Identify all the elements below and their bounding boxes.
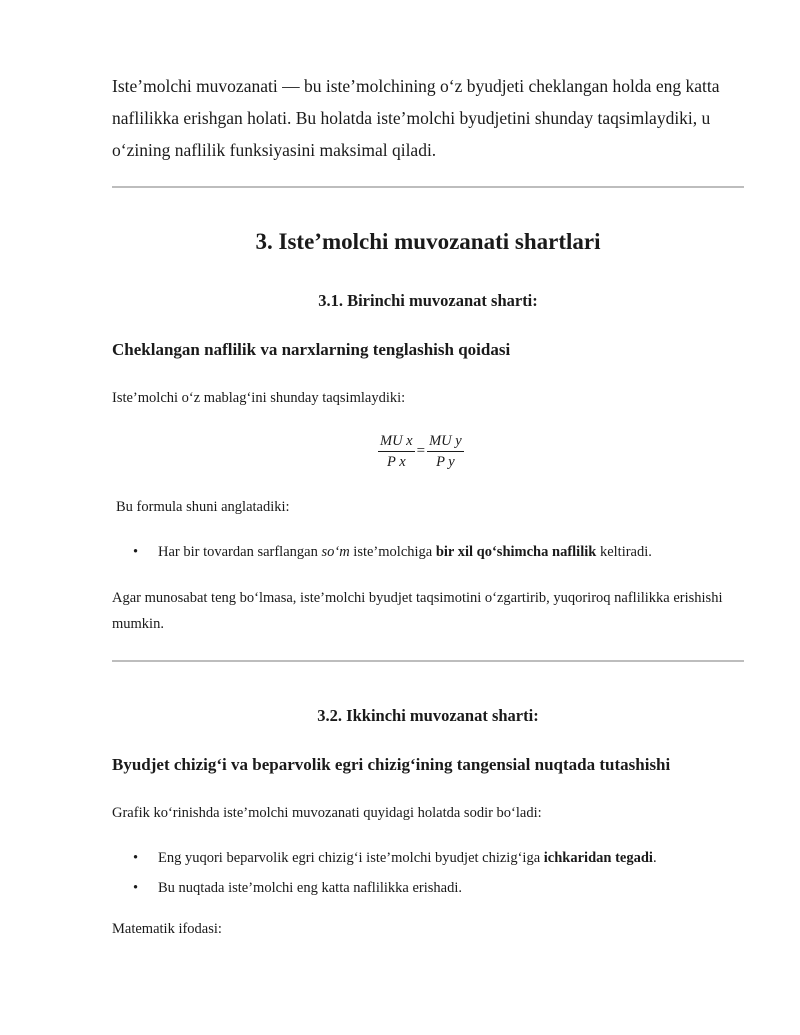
bullet-icon: •	[133, 850, 139, 866]
section-heading: 3. Iste’molchi muvozanati shartlari	[255, 229, 601, 254]
formula-equals-sign: =	[416, 443, 426, 459]
condition-2-rule-title: Byudjet chizig‘i va beparvolik egri chizig‘ining tangensial nuqtada tutashishi	[112, 755, 671, 774]
condition-1-bullet-list	[112, 537, 652, 567]
bullet-text: .	[652, 850, 657, 866]
condition-1-rule-title: Cheklangan naflilik va narxlarning tenglashish qoidasi	[112, 340, 511, 359]
list-item	[112, 537, 652, 567]
formula-right-numerator: MU y	[427, 432, 464, 452]
equilibrium-formula	[378, 432, 464, 471]
bullet-text: Eng yuqori beparvolik egri chizig‘i iste’molchi byudjet chizig‘iga	[158, 850, 544, 866]
condition-1-heading: 3.1. Birinchi muvozanat sharti:	[318, 291, 538, 310]
formula-left-numerator: MU x	[378, 432, 415, 452]
condition-1-note: Agar munosabat teng bo‘lmasa, iste’molchi byudjet taqsimotini o‘zgartirib, yuqoriroq naflilikka erishishi mumkin.	[112, 590, 723, 632]
formula-explanation: Bu formula shuni anglatadiki:	[116, 499, 290, 515]
horizontal-divider	[112, 660, 744, 662]
formula-left-fraction	[378, 432, 415, 471]
list-item	[112, 843, 657, 873]
intro-paragraph: Iste’molchi muvozanati — bu iste’molchining o‘z byudjeti cheklangan holda eng katta naflilikka erishgan holati. Bu holatda iste’molchi byudjetini shunday taqsimlaydiki, u o‘zining naflilik funksiyasini maksimal qiladi.	[112, 76, 720, 160]
bullet-text: keltiradi.	[596, 544, 652, 560]
list-item	[112, 873, 657, 903]
math-expression-label: Matematik ifodasi:	[112, 921, 222, 937]
condition-1-lead: Iste’molchi o‘z mablag‘ini shunday taqsimlaydiki:	[112, 390, 406, 406]
horizontal-divider	[112, 186, 744, 188]
formula-left-denominator: P x	[386, 454, 406, 470]
condition-2-bullet-list	[112, 843, 657, 903]
bullet-italic-text: so‘m	[321, 544, 350, 560]
formula-right-fraction	[427, 432, 464, 471]
bullet-text: Bu nuqtada iste’molchi eng katta naflilikka erishadi.	[158, 880, 463, 896]
condition-2-lead: Grafik ko‘rinishda iste’molchi muvozanati quyidagi holatda sodir bo‘ladi:	[112, 805, 542, 821]
condition-2-heading: 3.2. Ikkinchi muvozanat sharti:	[317, 706, 539, 725]
bullet-text: Har bir tovardan sarflangan	[158, 544, 322, 560]
bullet-icon: •	[133, 544, 139, 560]
bullet-bold-text: bir xil qo‘shimcha naflilik	[435, 544, 597, 560]
bullet-text: iste’molchiga	[349, 544, 436, 560]
bullet-icon: •	[133, 880, 139, 896]
formula-right-denominator: P y	[436, 454, 455, 470]
bullet-bold-text: ichkaridan tegadi	[543, 850, 653, 866]
